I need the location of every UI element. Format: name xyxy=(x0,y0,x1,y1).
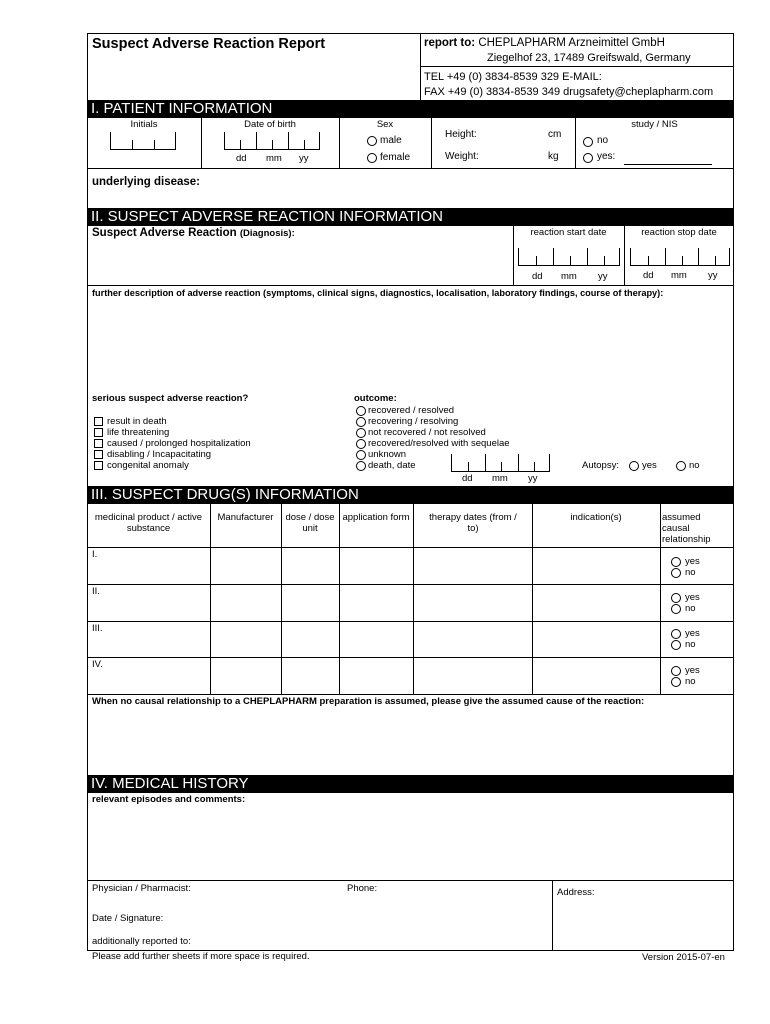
outcome-recovered-radio[interactable] xyxy=(356,406,366,416)
col-manufacturer: Manufacturer xyxy=(217,512,274,523)
study-yes-radio[interactable] xyxy=(583,153,593,163)
tel-line xyxy=(424,71,602,84)
fax: FAX +49 (0) 3834-8539 349 xyxy=(424,86,561,98)
row4-yes-label: yes xyxy=(685,665,700,676)
autopsy-label: Autopsy: xyxy=(582,460,619,471)
initials-label: Initials xyxy=(130,119,158,130)
start-date-label: reaction start date xyxy=(530,227,607,238)
outcome-label: outcome: xyxy=(354,393,397,404)
row1-yes-radio[interactable] xyxy=(671,557,681,567)
outcome-item: not recovered / not resolved xyxy=(368,427,486,438)
initials-input[interactable] xyxy=(110,132,176,150)
divider xyxy=(87,880,734,881)
address-label: Address: xyxy=(557,887,595,898)
study-label: study / NIS xyxy=(631,119,678,130)
further-sheets-note: Please add further sheets if more space is required. xyxy=(92,951,310,962)
section-history-header: IV. MEDICAL HISTORY xyxy=(87,775,734,793)
row2-no-label: no xyxy=(685,603,696,614)
company-address: Ziegelhof 23, 17489 Greifswald, Germany xyxy=(487,52,691,64)
reaction-diagnosis: (Diagnosis): xyxy=(239,228,295,239)
dob-yy: yy xyxy=(299,153,309,164)
female-radio[interactable] xyxy=(367,153,377,163)
relevant-label: relevant episodes and comments: xyxy=(92,794,246,805)
outcome-death-radio[interactable] xyxy=(356,461,366,471)
row1-yes-label: yes xyxy=(685,556,700,567)
outcome-item: recovered/resolved with sequelae xyxy=(368,438,510,449)
start-yy: yy xyxy=(598,271,608,282)
row1-no-radio[interactable] xyxy=(671,568,681,578)
weight-label: Weight: xyxy=(445,151,479,162)
divider xyxy=(87,285,734,286)
outcome-not-recovered-radio[interactable] xyxy=(356,428,366,438)
fax-line xyxy=(424,86,713,99)
serious-item: caused / prolonged hospitalization xyxy=(107,438,251,449)
header-divider xyxy=(420,33,421,101)
height-unit: cm xyxy=(548,129,562,140)
dob-dd: dd xyxy=(236,153,247,164)
drug-row-label: IV. xyxy=(92,659,103,670)
serious-item: disabling / Incapacitating xyxy=(107,449,212,460)
row2-no-radio[interactable] xyxy=(671,604,681,614)
section-reaction-header: II. SUSPECT ADVERSE REACTION INFORMATION xyxy=(87,208,734,226)
death-dd: dd xyxy=(462,473,473,484)
death-mm: mm xyxy=(492,473,508,484)
no-causal-label: When no causal relationship to a CHEPLAPHARM preparation is assumed, please give the assumed cause of the reaction: xyxy=(92,696,645,707)
divider xyxy=(431,118,432,168)
outcome-item: unknown xyxy=(368,449,407,460)
autopsy-no-label: no xyxy=(689,460,700,471)
height-label: Height: xyxy=(445,129,477,140)
start-mm: mm xyxy=(561,271,577,282)
start-date-input[interactable] xyxy=(518,248,620,266)
autopsy-no-radio[interactable] xyxy=(676,461,686,471)
study-no-radio[interactable] xyxy=(583,137,593,147)
drug-row-label: II. xyxy=(92,586,100,597)
row2-yes-label: yes xyxy=(685,592,700,603)
serious-congenital-checkbox[interactable] xyxy=(94,461,103,470)
row1-no-label: no xyxy=(685,567,696,578)
physician-label: Physician / Pharmacist: xyxy=(92,883,191,894)
row3-yes-label: yes xyxy=(685,628,700,639)
section-patient-header: I. PATIENT INFORMATION xyxy=(87,100,734,118)
row3-no-radio[interactable] xyxy=(671,640,681,650)
outcome-recovering-radio[interactable] xyxy=(356,417,366,427)
drug-row-label: I. xyxy=(92,549,98,560)
study-yes-field[interactable] xyxy=(624,164,712,165)
divider xyxy=(87,657,734,658)
death-date-input[interactable] xyxy=(451,454,550,472)
outcome-item: recovered / resolved xyxy=(368,405,455,416)
serious-disabling-checkbox[interactable] xyxy=(94,450,103,459)
study-yes-label: yes: xyxy=(597,151,616,162)
divider xyxy=(413,504,414,694)
serious-death-checkbox[interactable] xyxy=(94,417,103,426)
serious-item: life threatening xyxy=(107,427,170,438)
phone-label: Phone: xyxy=(347,883,378,894)
row2-yes-radio[interactable] xyxy=(671,593,681,603)
dob-label: Date of birth xyxy=(244,119,296,130)
col-product: medicinal product / active substance xyxy=(94,512,203,534)
dob-input[interactable] xyxy=(224,132,320,150)
col-dose: dose / dose unit xyxy=(285,512,335,534)
serious-item: congenital anomaly xyxy=(107,460,189,471)
tel: TEL +49 (0) 3834-8539 329 xyxy=(424,71,560,83)
study-no-label: no xyxy=(597,135,609,146)
divider xyxy=(87,621,734,622)
row3-yes-radio[interactable] xyxy=(671,629,681,639)
drug-row-label: III. xyxy=(92,623,103,634)
row4-no-radio[interactable] xyxy=(671,677,681,687)
divider xyxy=(532,504,533,694)
serious-item: result in death xyxy=(107,416,167,427)
form-title: Suspect Adverse Reaction Report xyxy=(92,36,326,52)
divider xyxy=(339,504,340,694)
divider xyxy=(660,504,661,694)
male-radio[interactable] xyxy=(367,136,377,146)
outcome-item: death, date xyxy=(368,460,416,471)
autopsy-yes-radio[interactable] xyxy=(629,461,639,471)
divider xyxy=(281,504,282,694)
divider xyxy=(87,694,734,695)
divider xyxy=(87,547,734,548)
death-yy: yy xyxy=(528,473,538,484)
divider xyxy=(552,880,553,951)
email: drugsafety@cheplapharm.com xyxy=(563,86,714,98)
divider xyxy=(87,168,734,169)
outcome-sequelae-radio[interactable] xyxy=(356,439,366,449)
date-signature-label: Date / Signature: xyxy=(92,913,164,924)
weight-unit: kg xyxy=(548,151,559,162)
version-label: Version 2015-07-en xyxy=(642,952,725,963)
stop-yy: yy xyxy=(708,270,718,281)
outcome-item: recovering / resolving xyxy=(368,416,459,427)
stop-dd: dd xyxy=(643,270,654,281)
female-label: female xyxy=(380,152,411,163)
col-causal: assumed causal relationship xyxy=(662,512,711,545)
section-drug-header: III. SUSPECT DRUG(S) INFORMATION xyxy=(87,486,734,504)
reaction-title: Suspect Adverse Reaction xyxy=(92,227,237,239)
further-description-label: further description of adverse reaction (symptoms, clinical signs, diagnostics, localisation, laboratory findings, course of therapy): xyxy=(92,288,664,298)
company-name: CHEPLAPHARM Arzneimittel GmbH xyxy=(478,37,665,49)
divider xyxy=(210,504,211,694)
email-label: E-MAIL: xyxy=(562,71,602,83)
report-to-label: report to: xyxy=(424,37,476,49)
row4-no-label: no xyxy=(685,676,696,687)
sex-label: Sex xyxy=(376,119,394,130)
male-label: male xyxy=(380,135,402,146)
stop-date-input[interactable] xyxy=(630,248,730,266)
row3-no-label: no xyxy=(685,639,696,650)
serious-life-checkbox[interactable] xyxy=(94,428,103,437)
col-therapy: therapy dates (from / to) xyxy=(429,512,517,534)
serious-hospital-checkbox[interactable] xyxy=(94,439,103,448)
autopsy-yes-label: yes xyxy=(642,460,657,471)
underlying-disease-label: underlying disease: xyxy=(92,176,201,188)
col-indication: indication(s) xyxy=(570,512,622,523)
row4-yes-radio[interactable] xyxy=(671,666,681,676)
stop-mm: mm xyxy=(671,270,687,281)
report-to xyxy=(424,37,665,49)
reaction-label xyxy=(92,227,295,239)
outcome-unknown-radio[interactable] xyxy=(356,450,366,460)
header-line xyxy=(420,66,734,67)
additionally-label: additionally reported to: xyxy=(92,936,191,947)
dob-mm: mm xyxy=(266,153,282,164)
stop-date-label: reaction stop date xyxy=(641,227,717,238)
serious-label: serious suspect adverse reaction? xyxy=(92,393,249,404)
col-application: application form xyxy=(342,512,410,523)
start-dd: dd xyxy=(532,271,543,282)
divider xyxy=(87,584,734,585)
